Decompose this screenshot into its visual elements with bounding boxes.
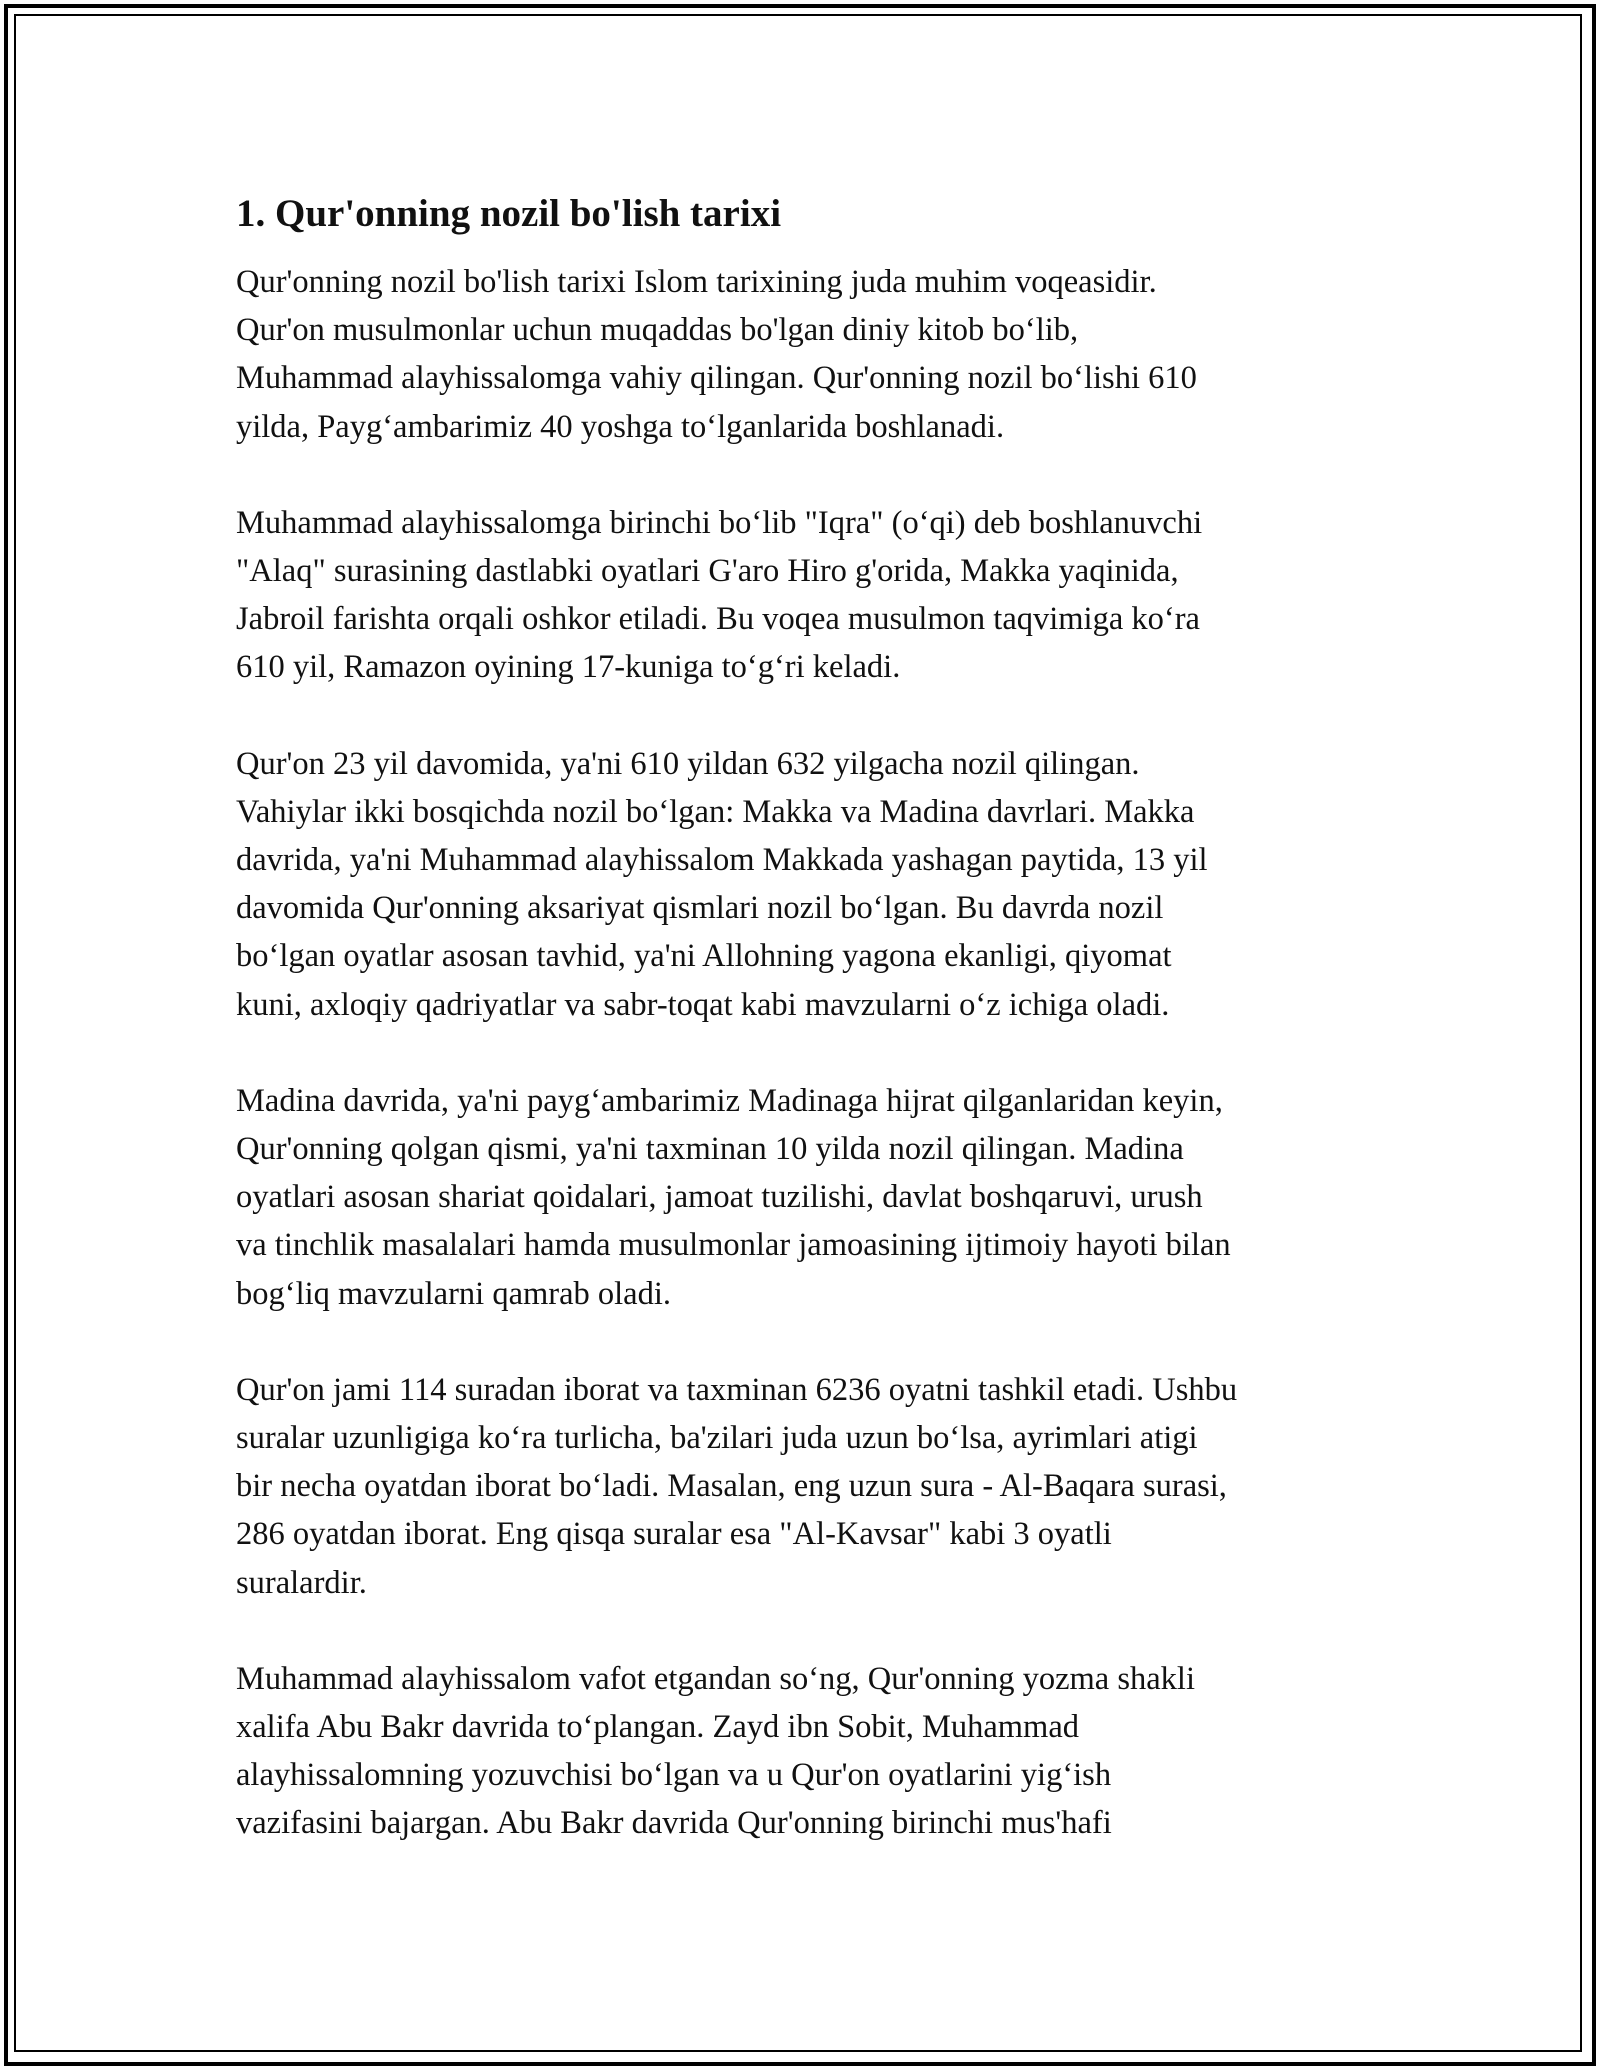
- text-line: Muhammad alayhissalomga birinchi bo‘lib "Iqra" (o‘qi) deb boshlanuvchi: [236, 504, 1203, 541]
- text-line: 610 yil, Ramazon oyining 17-kuniga to‘g‘ri keladi.: [236, 649, 901, 686]
- text-line: suralar uzunligiga ko‘ra turlicha, ba'zilari juda uzun bo‘lsa, ayrimlari atigi: [236, 1420, 1198, 1457]
- text-line: alayhissalomning yozuvchisi bo‘lgan va u Qur'on oyatlarini yig‘ish: [236, 1757, 1112, 1794]
- text-line: Vahiylar ikki bosqichda nozil bo‘lgan: Makka va Madina davrlari. Makka: [236, 793, 1195, 830]
- text-line: Qur'onning qolgan qismi, ya'ni taxminan 10 yilda nozil qilingan. Madina: [236, 1131, 1184, 1168]
- text-line: Muhammad alayhissalom vafot etgandan so‘ng, Qur'onning yozma shakli: [236, 1660, 1195, 1697]
- text-line: bo‘lgan oyatlar asosan tavhid, ya'ni Allohning yagona ekanligi, qiyomat: [236, 938, 1172, 975]
- paragraph-4: [236, 1077, 1376, 1318]
- text-line: Jabroil farishta orqali oshkor etiladi. Bu voqea musulmon taqvimiga ko‘ra: [236, 601, 1200, 638]
- text-line: Qur'onning nozil bo'lish tarixi Islom tarixining juda muhim voqeasidir.: [236, 264, 1157, 300]
- text-line: kuni, axloqiy qadriyatlar va sabr-toqat kabi mavzularni o‘z ichiga oladi.: [236, 986, 1170, 1023]
- text-line: Muhammad alayhissalomga vahiy qilingan. Qur'onning nozil bo‘lishi 610: [236, 360, 1197, 397]
- paragraph-5: [236, 1366, 1376, 1607]
- text-line: bog‘liq mavzularni qamrab oladi.: [236, 1275, 672, 1312]
- paragraph-2: [236, 499, 1376, 692]
- text-line: suralardir.: [236, 1564, 367, 1601]
- paragraph-3: [236, 740, 1376, 1029]
- text-line: oyatlari asosan shariat qoidalari, jamoat tuzilishi, davlat boshqaruvi, urush: [236, 1179, 1203, 1216]
- text-line: Madina davrida, ya'ni payg‘ambarimiz Madinaga hijrat qilganlaridan keyin,: [236, 1082, 1223, 1119]
- text-line: va tinchlik masalalari hamda musulmonlar jamoasining ijtimoiy hayoti bilan: [236, 1227, 1231, 1264]
- text-line: davomida Qur'onning aksariyat qismlari nozil bo‘lgan. Bu davrda nozil: [236, 890, 1164, 927]
- text-line: "Alaq" surasining dastlabki oyatlari G'aro Hiro g'orida, Makka yaqinida,: [236, 553, 1179, 590]
- paragraph-6: [236, 1655, 1376, 1848]
- text-line: 286 oyatdan iborat. Eng qisqa suralar esa "Al-Kavsar" kabi 3 oyatli: [236, 1516, 1112, 1553]
- document-body: [236, 186, 1376, 1896]
- text-line: davrida, ya'ni Muhammad alayhissalom Makkada yashagan paytida, 13 yil: [236, 842, 1208, 879]
- text-line: xalifa Abu Bakr davrida to‘plangan. Zayd ibn Sobit, Muhammad: [236, 1709, 1080, 1746]
- text-line: yilda, Payg‘ambarimiz 40 yoshga to‘lganlarida boshlanadi.: [236, 408, 1005, 445]
- section-heading: 1. Qur'onning nozil bo'lish tarixi: [236, 192, 782, 235]
- text-line: Qur'on jami 114 suradan iborat va taxminan 6236 oyatni tashkil etadi. Ushbu: [236, 1371, 1238, 1408]
- text-line: Qur'on 23 yil davomida, ya'ni 610 yildan 632 yilgacha nozil qilingan.: [236, 745, 1140, 782]
- text-line: vazifasini bajargan. Abu Bakr davrida Qur'onning birinchi mus'hafi: [236, 1805, 1112, 1842]
- paragraph-1: [236, 258, 1376, 451]
- text-line: Qur'on musulmonlar uchun muqaddas bo'lgan diniy kitob bo‘lib,: [236, 312, 1079, 349]
- text-line: bir necha oyatdan iborat bo‘ladi. Masalan, eng uzun sura - Al-Baqara surasi,: [236, 1468, 1227, 1505]
